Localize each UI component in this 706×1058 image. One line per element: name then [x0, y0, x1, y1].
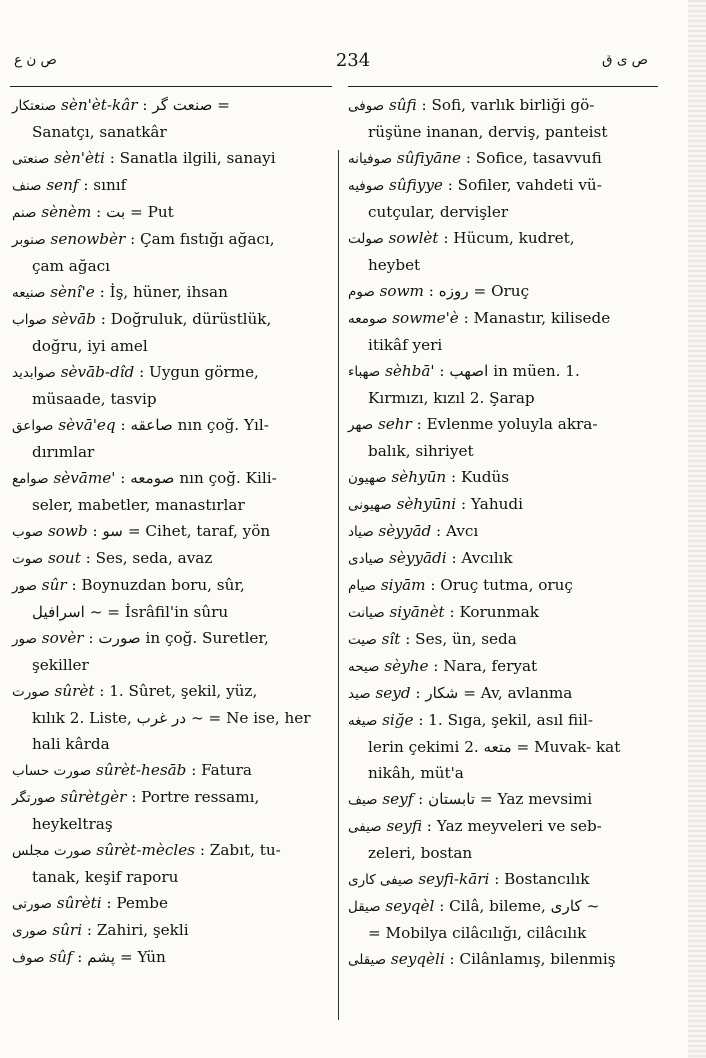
headword-transliteration: sûfi: [388, 96, 417, 114]
dictionary-entry: [348, 572, 658, 599]
definition: : Hücum, kudret,: [443, 229, 575, 247]
headword-arabic: صید: [348, 686, 371, 702]
entry-line: [348, 786, 658, 813]
definition: : اصهب in müen. 1.: [439, 362, 580, 380]
definition: : Korunmak: [449, 603, 540, 621]
entry-line: [12, 465, 334, 492]
dictionary-entry: [12, 890, 334, 917]
definition: : Zahiri, şekli: [86, 921, 189, 939]
entry-line: [348, 680, 658, 707]
headword-arabic: صورت: [12, 684, 50, 700]
dictionary-entry: [12, 678, 334, 757]
definition-continued: çam ağacı: [32, 257, 110, 275]
header-rule-right: [348, 86, 658, 87]
dictionary-entry: [12, 359, 334, 412]
dictionary-entry: [12, 625, 334, 678]
definition: : Sofiler, vahdeti vü-: [447, 176, 602, 194]
headword-arabic: صور: [12, 578, 37, 594]
definition: : تابستان = Yaz mevsimi: [418, 790, 593, 808]
headword-transliteration: sèvā'eq: [58, 416, 116, 434]
headword-transliteration: sûrèt-mècles: [96, 841, 196, 859]
entry-line: [348, 305, 658, 332]
entry-line: [12, 359, 334, 386]
entry-line: [348, 411, 658, 438]
headword-transliteration: sèhyūni: [396, 495, 457, 513]
headword-arabic: صیغه: [348, 713, 378, 729]
definition: : Nara, feryat: [433, 657, 538, 675]
definition: : Kudüs: [451, 468, 510, 486]
dictionary-entry: [12, 572, 334, 625]
headword-transliteration: seyfi: [386, 817, 422, 835]
dictionary-entry: [348, 946, 658, 973]
definition-continued: اسرافیل ~ = İsrâfil'in sûru: [32, 603, 229, 621]
entry-line: [12, 279, 334, 306]
headword-transliteration: sèvāb: [51, 310, 96, 328]
dictionary-entry: [12, 172, 334, 199]
definition-continued: rüşüne inanan, derviş, panteist: [368, 123, 608, 141]
entry-line: [348, 707, 658, 734]
entry-line: [12, 412, 334, 439]
page-edge: [688, 0, 706, 1058]
definition-continued: Kırmızı, kızıl 2. Şarap: [368, 389, 535, 407]
entry-line: [348, 518, 658, 545]
definition-continued: heybet: [368, 256, 421, 274]
definition: : Evlenme yoluyla akra-: [416, 415, 598, 433]
headword-arabic: صوف: [12, 950, 45, 966]
headword-transliteration: sûrèti: [56, 894, 102, 912]
headword-arabic: صنف: [12, 178, 42, 194]
headword-transliteration: sowme'è: [392, 309, 459, 327]
definition-continued: zeleri, bostan: [368, 844, 473, 862]
definition-continued: Sanatçı, sanatkâr: [32, 123, 167, 141]
headword-transliteration: seyf: [382, 790, 414, 808]
header-rule-left: [10, 86, 332, 87]
dictionary-entry: [12, 226, 334, 279]
headword-transliteration: seyfi-kāri: [418, 870, 490, 888]
entry-line: [12, 784, 334, 811]
definition: : Portre ressamı,: [131, 788, 260, 806]
headword-arabic: صنوبر: [12, 232, 46, 248]
dictionary-entry: [348, 707, 658, 786]
dictionary-entry: [348, 626, 658, 653]
headword-arabic: صورت حساب: [12, 763, 92, 779]
dictionary-entry: [348, 358, 658, 411]
entry-line: [12, 518, 334, 545]
dictionary-entry: [12, 837, 334, 890]
entry-line: [12, 226, 334, 253]
definition: : İş, hüner, ihsan: [99, 283, 228, 301]
definition-continued: dırımlar: [32, 443, 95, 461]
definition: : Fatura: [191, 761, 252, 779]
headword-arabic: صیانت: [348, 605, 385, 621]
headword-transliteration: sît: [381, 630, 401, 648]
definition-continued: müsaade, tasvip: [32, 390, 157, 408]
definition: : Doğruluk, dürüstlük,: [100, 310, 272, 328]
definition: : صاعقه nın çoğ. Yıl-: [120, 416, 269, 434]
definition: : صنعت گر =: [142, 96, 231, 114]
definition: : 1. Sûret, şekil, yüz,: [99, 682, 258, 700]
definition: : Manastır, kilisede: [463, 309, 611, 327]
definition: : Uygun görme,: [139, 363, 259, 381]
definition: : Çam fıstığı ağacı,: [130, 230, 275, 248]
headword-arabic: صوابدید: [12, 365, 56, 381]
headword-transliteration: siğe: [382, 711, 414, 729]
left-column: [12, 92, 334, 971]
headword-arabic: صوب: [12, 524, 44, 540]
entry-line: [348, 572, 658, 599]
headword-transliteration: sûrèt-hesāb: [96, 761, 187, 779]
headword-arabic: صوفی: [348, 98, 385, 114]
headword-transliteration: sûrèt: [54, 682, 95, 700]
headword-arabic: صنعتی: [12, 151, 50, 167]
entry-line: [12, 837, 334, 864]
headword-transliteration: senf: [46, 176, 79, 194]
definition-continued: cutçular, dervişler: [368, 203, 509, 221]
headword-transliteration: sènèm: [41, 203, 92, 221]
headword-arabic: صهیونی: [348, 497, 392, 513]
entry-line: [12, 306, 334, 333]
entry-line: [348, 225, 658, 252]
definition: : Cilâ, bileme, کاری ~: [439, 897, 600, 915]
entry-line: [12, 172, 334, 199]
entry-line: [348, 145, 658, 172]
headword-arabic: صنعتکار: [12, 98, 57, 114]
entry-line: [348, 893, 658, 920]
definition-continued: tanak, keşif raporu: [32, 868, 179, 886]
definition-continued: seler, mabetler, manastırlar: [32, 496, 245, 514]
definition: : Bostancılık: [494, 870, 590, 888]
definition: : Pembe: [106, 894, 169, 912]
dictionary-entry: [348, 305, 658, 358]
entry-line: [348, 866, 658, 893]
headword-arabic: صوت: [12, 551, 44, 567]
headword-arabic: صهباء: [348, 364, 381, 380]
headword-arabic: صیفی: [348, 819, 382, 835]
definition: : روزه = Oruç: [428, 282, 530, 300]
entry-line: [12, 545, 334, 572]
headword-transliteration: seyqèl: [385, 897, 435, 915]
dictionary-entry: [12, 545, 334, 572]
headword-transliteration: seyd: [375, 684, 411, 702]
headword-transliteration: sèyyādi: [389, 549, 447, 567]
definition-continued: lerin çekimi 2. متعه = Muvak- kat nikâh, müt'a: [368, 738, 621, 782]
headword-transliteration: sûrètgèr: [60, 788, 127, 806]
headword-transliteration: sûri: [52, 921, 83, 939]
headword-arabic: صوامع: [12, 471, 49, 487]
headword-arabic: صیقل: [348, 899, 381, 915]
entry-line: [12, 199, 334, 226]
definition: : صومعه nın çoğ. Kili-: [120, 469, 277, 487]
definition: : سو = Cihet, taraf, yön: [92, 522, 271, 540]
definition: : Boynuzdan boru, sûr,: [71, 576, 245, 594]
definition: : Oruç tutma, oruç: [430, 576, 573, 594]
headword-arabic: صنیعه: [12, 285, 46, 301]
entry-line: [348, 278, 658, 305]
dictionary-entry: [348, 680, 658, 707]
dictionary-entry: [12, 757, 334, 784]
entry-line: [12, 890, 334, 917]
dictionary-entry: [348, 145, 658, 172]
headword-transliteration: sout: [47, 549, 81, 567]
headword-transliteration: sèvāb-dîd: [60, 363, 135, 381]
dictionary-entry: [348, 545, 658, 572]
headword-arabic: صیف: [348, 792, 378, 808]
headword-transliteration: sovèr: [41, 629, 84, 647]
headword-transliteration: sèyhe: [384, 657, 429, 675]
headword-arabic: صهیون: [348, 470, 387, 486]
definition-continued: kılık 2. Liste, در غرب ~ = Ne ise, her hali kârda: [32, 709, 311, 753]
definition: : Sanatla ilgili, sanayi: [109, 149, 276, 167]
headword-arabic: صیحه: [348, 659, 380, 675]
headword-transliteration: sowlèt: [388, 229, 439, 247]
dictionary-entry: [12, 199, 334, 226]
headword-transliteration: siyām: [380, 576, 426, 594]
entry-line: [12, 625, 334, 652]
dictionary-entry: [12, 944, 334, 971]
definition: : Sofi, varlık birliği gö-: [421, 96, 595, 114]
definition: : Yahudi: [460, 495, 523, 513]
headword-transliteration: sèn'èti: [54, 149, 105, 167]
dictionary-entry: [12, 279, 334, 306]
dictionary-entry: [348, 411, 658, 464]
dictionary-entry: [348, 518, 658, 545]
definition: : Cilânlamış, bilenmiş: [449, 950, 616, 968]
dictionary-entry: [348, 786, 658, 813]
dictionary-entry: [12, 145, 334, 172]
entry-line: [12, 917, 334, 944]
headword-transliteration: sèyyād: [378, 522, 432, 540]
definition-continued: heykeltraş: [32, 815, 113, 833]
headword-transliteration: sowb: [47, 522, 88, 540]
column-divider: [338, 150, 339, 1020]
headword-arabic: صولت: [348, 231, 384, 247]
headword-arabic: صیفی کاری: [348, 872, 414, 888]
headword-arabic: صوفیانه: [348, 151, 393, 167]
headword-transliteration: sûfiyāne: [396, 149, 462, 167]
headword-transliteration: sèhyūn: [391, 468, 447, 486]
headword-arabic: صنم: [12, 205, 37, 221]
dictionary-entry: [348, 172, 658, 225]
entry-line: [348, 813, 658, 840]
entry-line: [12, 757, 334, 784]
definition: : Ses, ün, seda: [405, 630, 517, 648]
headword-transliteration: sèhbā': [385, 362, 435, 380]
entry-line: [12, 92, 334, 119]
headword-arabic: صیام: [348, 578, 377, 594]
definition-continued: şekiller: [32, 656, 89, 674]
definition-continued: = Mobilya cilâcılığı, cilâcılık: [368, 924, 587, 942]
headword-transliteration: sehr: [377, 415, 412, 433]
entry-line: [348, 946, 658, 973]
definition: : Avcı: [436, 522, 479, 540]
dictionary-entry: [348, 491, 658, 518]
dictionary-entry: [348, 92, 658, 145]
entry-line: [12, 145, 334, 172]
dictionary-entry: [348, 225, 658, 278]
entry-line: [348, 172, 658, 199]
definition: : بت = Put: [96, 203, 174, 221]
entry-line: [348, 599, 658, 626]
definition: : پشم = Yün: [77, 948, 166, 966]
headword-arabic: صهر: [348, 417, 374, 433]
headword-transliteration: sowm: [379, 282, 424, 300]
headword-arabic: صورتی: [12, 896, 52, 912]
entry-line: [348, 358, 658, 385]
headword-transliteration: sènî'e: [50, 283, 95, 301]
definition-continued: doğru, iyi amel: [32, 337, 148, 355]
headword-transliteration: sûf: [49, 948, 73, 966]
dictionary-entry: [348, 278, 658, 305]
definition: : Yaz meyveleri ve seb-: [426, 817, 602, 835]
headword-arabic: صیاد: [348, 524, 374, 540]
headword-transliteration: sûr: [41, 576, 67, 594]
headword-transliteration: sèn'èt-kâr: [61, 96, 138, 114]
header-letters-right: ص ی ق: [602, 52, 648, 68]
right-column: [348, 92, 658, 973]
entry-line: [348, 464, 658, 491]
headword-arabic: صوفیه: [348, 178, 385, 194]
entry-line: [348, 92, 658, 119]
headword-transliteration: senowbèr: [50, 230, 126, 248]
definition: : Sofice, tasavvufi: [465, 149, 602, 167]
dictionary-entry: [348, 866, 658, 893]
headword-arabic: صومعه: [348, 311, 388, 327]
entry-line: [348, 545, 658, 572]
dictionary-entry: [348, 653, 658, 680]
definition: : صورت in çoğ. Suretler,: [88, 629, 269, 647]
headword-arabic: صوری: [12, 923, 48, 939]
headword-arabic: صیادی: [348, 551, 385, 567]
headword-transliteration: sûfiyye: [389, 176, 443, 194]
headword-transliteration: sèvāme': [53, 469, 116, 487]
headword-arabic: صورت مجلس: [12, 843, 92, 859]
dictionary-entry: [348, 464, 658, 491]
definition: : شکار = Av, avlanma: [415, 684, 573, 702]
entry-line: [12, 572, 334, 599]
headword-arabic: صیقلی: [348, 952, 387, 968]
entry-line: [348, 626, 658, 653]
dictionary-entry: [12, 518, 334, 545]
page-number: 234: [335, 50, 371, 71]
definition: : sınıf: [83, 176, 127, 194]
dictionary-entry: [12, 784, 334, 837]
definition: : 1. Sıga, şekil, asıl fiil-: [418, 711, 594, 729]
headword-transliteration: seyqèli: [390, 950, 445, 968]
definition-continued: balık, sihriyet: [368, 442, 474, 460]
definition: : Ses, seda, avaz: [85, 549, 213, 567]
dictionary-entry: [348, 893, 658, 946]
headword-arabic: صورتگر: [12, 790, 56, 806]
headword-arabic: صیت: [348, 632, 377, 648]
entry-line: [12, 678, 334, 705]
definition: : Avcılık: [451, 549, 513, 567]
entry-line: [348, 491, 658, 518]
headword-arabic: صواب: [12, 312, 47, 328]
entry-line: [348, 653, 658, 680]
dictionary-entry: [12, 306, 334, 359]
headword-arabic: صور: [12, 631, 37, 647]
definition: : Zabıt, tu-: [199, 841, 281, 859]
dictionary-entry: [12, 917, 334, 944]
definition-continued: itikâf yeri: [368, 336, 443, 354]
header-letters-left: ص ن ع: [14, 52, 57, 68]
dictionary-entry: [348, 813, 658, 866]
dictionary-entry: [12, 92, 334, 145]
entry-line: [12, 944, 334, 971]
dictionary-entry: [348, 599, 658, 626]
dictionary-entry: [12, 412, 334, 465]
headword-arabic: صوم: [348, 284, 375, 300]
headword-arabic: صواعق: [12, 418, 54, 434]
headword-transliteration: siyānèt: [389, 603, 445, 621]
dictionary-entry: [12, 465, 334, 518]
